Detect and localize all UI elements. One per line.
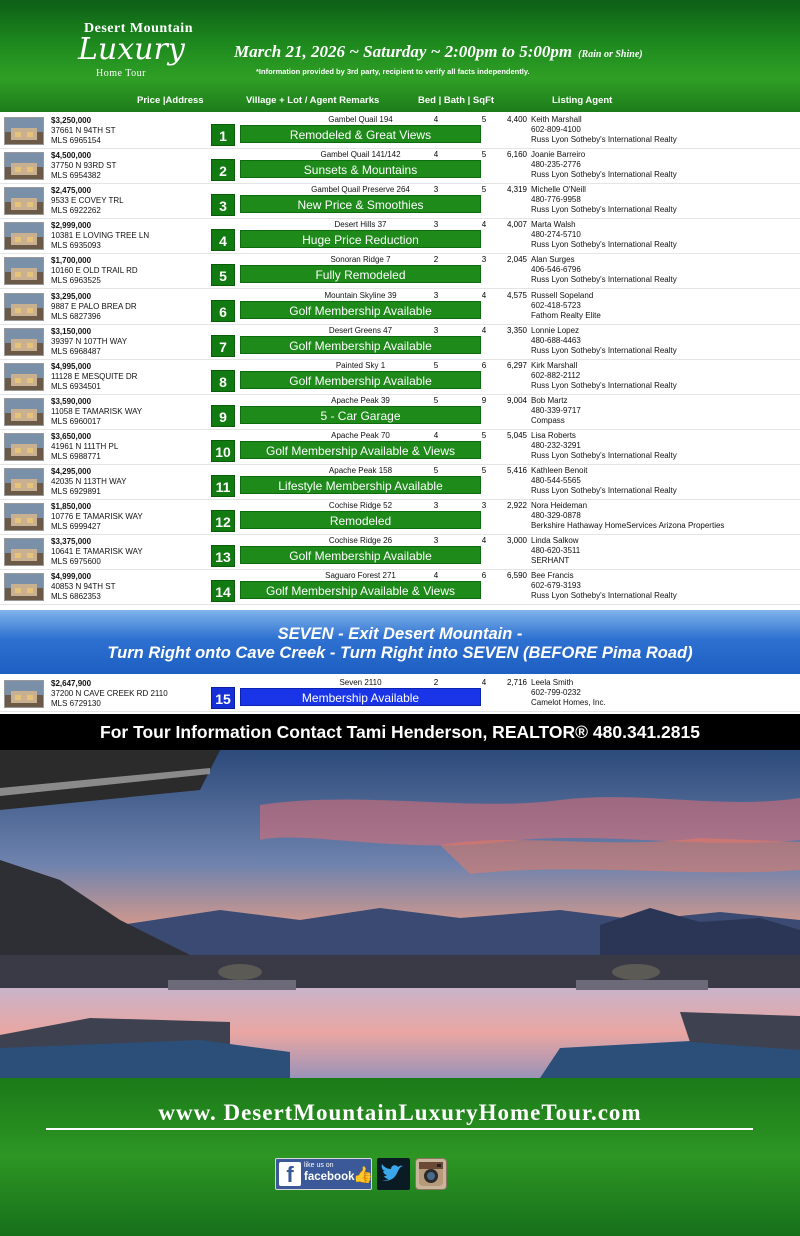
stop-number: 4 — [211, 229, 235, 251]
agent-remark: Golf Membership Available — [240, 546, 481, 564]
village-lot: Apache Peak 70 — [331, 430, 390, 440]
village-lot: Desert Greens 47 — [328, 325, 393, 335]
bed-count: 5 — [433, 360, 439, 370]
agent-name: Alan Surges — [531, 255, 575, 265]
listing-row[interactable] — [0, 500, 800, 535]
village-lot: Apache Peak 158 — [328, 466, 393, 475]
agent-remark: Golf Membership Available — [240, 371, 481, 389]
listing-agent — [531, 255, 677, 285]
agent-brokerage: Compass — [531, 415, 565, 425]
listing-row[interactable] — [0, 290, 800, 325]
header — [0, 0, 800, 112]
price-address — [51, 502, 143, 532]
stop-number: 9 — [211, 405, 235, 427]
listing-agent — [531, 396, 581, 426]
listing-mls: MLS 6963525 — [51, 276, 101, 286]
bed-count: 2 — [433, 678, 439, 687]
listing-price: $2,475,000 — [51, 186, 92, 196]
village-lot: Saguaro Forest 271 — [325, 571, 396, 581]
house-photo — [4, 433, 44, 461]
agent-name: Keith Marshall — [531, 115, 582, 124]
bed-count: 2 — [433, 255, 439, 265]
listing-agent — [531, 220, 677, 250]
agent-name: Michelle O'Neill — [531, 185, 586, 195]
square-feet: 6,590 — [506, 571, 527, 581]
listing-address: 10776 E TAMARISK WAY — [51, 512, 143, 522]
square-feet: 2,716 — [506, 678, 527, 687]
bed-count: 4 — [433, 571, 439, 581]
listing-agent — [531, 501, 724, 531]
stop-number: 10 — [211, 440, 235, 462]
listing-mls: MLS 6965154 — [51, 136, 101, 145]
listing-row[interactable] — [0, 570, 800, 605]
square-feet: 2,045 — [506, 255, 527, 265]
agent-remark: Sunsets & Mountains — [240, 160, 481, 178]
agent-brokerage: Russ Lyon Sotheby's International Realty — [531, 591, 677, 601]
bath-count: 3 — [481, 501, 487, 511]
agent-remark: 5 - Car Garage — [240, 406, 481, 424]
listing-price: $3,250,000 — [51, 116, 92, 125]
bath-count: 4 — [481, 678, 487, 687]
agent-brokerage: Russ Lyon Sotheby's International Realty — [531, 170, 677, 180]
agent-brokerage: Russ Lyon Sotheby's International Realty — [531, 205, 677, 215]
bed-count: 3 — [433, 220, 439, 230]
facebook-like-label: like us on — [304, 1162, 334, 1169]
agent-name: Lonnie Lopez — [531, 325, 580, 335]
house-photo — [4, 398, 44, 426]
square-feet: 6,297 — [506, 360, 527, 370]
agent-brokerage: Fathom Realty Elite — [531, 310, 601, 320]
price-address — [51, 221, 149, 251]
listing-agent — [531, 185, 677, 215]
listing-row[interactable] — [0, 184, 800, 219]
stop-number: 3 — [211, 194, 235, 216]
bath-count: 9 — [481, 395, 487, 405]
listing-agent — [531, 291, 601, 321]
village-lot: Cochise Ridge 26 — [328, 536, 393, 546]
listing-mls: MLS 6935093 — [51, 241, 101, 251]
bed-count: 3 — [433, 325, 439, 335]
house-photo — [4, 222, 44, 250]
listing-mls: MLS 6968487 — [51, 346, 101, 356]
agent-remark: Golf Membership Available & Views — [240, 441, 481, 459]
event-note: (Rain or Shine) — [578, 49, 643, 60]
square-feet: 3,350 — [506, 325, 527, 335]
agent-brokerage: Russ Lyon Sotheby's International Realty — [531, 345, 677, 355]
house-photo — [4, 538, 44, 566]
listing-row[interactable] — [0, 254, 800, 289]
price-address — [51, 186, 124, 216]
listing-price: $4,999,000 — [51, 572, 92, 582]
village-lot: Mountain Skyline 39 — [324, 290, 397, 300]
listing-mls: MLS 6999427 — [51, 522, 101, 532]
seven-directions-line-2: Turn Right onto Cave Creek - Turn Right into SEVEN (BEFORE Pima Road) — [107, 644, 693, 662]
house-photo — [4, 503, 44, 531]
agent-brokerage: Russ Lyon Sotheby's International Realty — [531, 275, 677, 285]
bath-count: 6 — [481, 360, 487, 370]
price-address — [51, 679, 168, 709]
disclaimer: *Information provided by 3rd party, recipient to verify all facts independently. — [256, 67, 530, 76]
agent-name: Bob Martz — [531, 395, 568, 405]
twitter-bird-icon — [377, 1158, 410, 1190]
listing-price: $3,590,000 — [51, 396, 92, 406]
stop-number: 2 — [211, 159, 235, 181]
square-feet: 5,045 — [506, 430, 527, 440]
agent-phone: 602-799-0232 — [531, 688, 581, 697]
price-address — [51, 572, 115, 602]
village-lot: Apache Peak 39 — [331, 395, 390, 405]
house-photo — [4, 468, 44, 496]
agent-remark: Golf Membership Available — [240, 301, 481, 319]
listing-agent — [531, 150, 677, 180]
column-header-stats: Bed | Bath | SqFt — [418, 95, 495, 106]
listing-address: 10641 E TAMARISK WAY — [51, 547, 143, 557]
house-photo — [4, 573, 44, 601]
price-address — [51, 256, 138, 286]
sunset-pool-photo — [0, 750, 800, 1078]
bed-count: 4 — [433, 115, 439, 124]
bath-count: 4 — [481, 220, 487, 230]
listing-mls: MLS 6954382 — [51, 171, 101, 181]
contact-bar: For Tour Information Contact Tami Henderson, REALTOR® 480.341.2815 — [0, 714, 800, 750]
agent-remark: Fully Remodeled — [240, 265, 481, 283]
column-header-price: Price |Address — [137, 95, 204, 106]
agent-remark: Golf Membership Available — [240, 336, 481, 354]
agent-phone: 602-809-4100 — [531, 125, 581, 134]
bath-count: 5 — [481, 185, 487, 195]
square-feet: 6,160 — [506, 150, 527, 160]
listing-row[interactable] — [0, 149, 800, 184]
listing-address: 40853 N 94TH ST — [51, 582, 116, 592]
agent-phone: 480-329-0878 — [531, 511, 581, 521]
bath-count: 4 — [481, 290, 487, 300]
footer — [0, 1078, 800, 1236]
bed-count: 3 — [433, 536, 439, 546]
listing-row[interactable] — [0, 535, 800, 570]
village-lot: Cochise Ridge 52 — [328, 501, 393, 511]
listing-price: $4,995,000 — [51, 361, 92, 371]
village-lot: Painted Sky 1 — [335, 360, 386, 370]
brand-line-3: Home Tour — [96, 68, 146, 79]
agent-phone: 480-776-9958 — [531, 195, 581, 205]
listing-row[interactable] — [0, 219, 800, 254]
bath-count: 5 — [481, 115, 487, 124]
agent-phone: 602-418-5723 — [531, 300, 581, 310]
thumbs-up-icon: 👍 — [353, 1167, 373, 1184]
bath-count: 5 — [481, 430, 487, 440]
bed-count: 5 — [433, 466, 439, 475]
listing-agent — [531, 326, 677, 356]
listing-price: $3,150,000 — [51, 326, 92, 336]
agent-remark: Huge Price Reduction — [240, 230, 481, 248]
agent-brokerage: Russ Lyon Sotheby's International Realty — [531, 135, 677, 144]
agent-name: Kathleen Benoit — [531, 466, 588, 475]
listing-mls: MLS 6988771 — [51, 451, 101, 461]
square-feet: 3,000 — [506, 536, 527, 546]
stop-number: 12 — [211, 510, 235, 532]
price-address — [51, 151, 116, 181]
listing-row[interactable] — [0, 395, 800, 430]
bed-count: 3 — [433, 185, 439, 195]
listing-price: $2,999,000 — [51, 221, 92, 231]
agent-name: Nora Heideman — [531, 501, 588, 511]
square-feet: 4,007 — [506, 220, 527, 230]
agent-remark: New Price & Smoothies — [240, 195, 481, 213]
agent-remark: Lifestyle Membership Available — [240, 476, 481, 494]
listing-agent — [531, 536, 580, 566]
stop-number: 13 — [211, 545, 235, 567]
listing-agent — [531, 678, 606, 708]
village-lot: Gambel Quail 194 — [328, 115, 393, 124]
bed-count: 3 — [433, 290, 439, 300]
listing-mls: MLS 6729130 — [51, 699, 101, 708]
agent-phone: 480-274-5710 — [531, 230, 581, 240]
house-photo — [4, 257, 44, 285]
agent-brokerage: Berkshire Hathaway HomeServices Arizona Properties — [531, 521, 725, 531]
seven-directions-line-1: SEVEN - Exit Desert Mountain - — [277, 625, 523, 643]
price-address — [51, 432, 118, 462]
bed-count: 4 — [433, 150, 439, 160]
twitter-button[interactable] — [377, 1158, 410, 1190]
event-date-line — [234, 42, 643, 62]
listing-row[interactable] — [0, 465, 800, 500]
agent-name: Joanie Barreiro — [531, 150, 586, 160]
listing-address: 10381 E LOVING TREE LN — [51, 231, 150, 241]
agent-phone: 480-688-4463 — [531, 335, 581, 345]
listing-address: 37200 N CAVE CREEK RD 2110 — [51, 689, 168, 698]
village-lot: Seven 2110 — [339, 678, 382, 687]
instagram-camera-icon — [416, 1159, 446, 1189]
agent-name: Russell Sopeland — [531, 290, 594, 300]
stop-number: 6 — [211, 300, 235, 322]
listing-price: $1,850,000 — [51, 502, 92, 512]
listing-mls: MLS 6934501 — [51, 381, 101, 391]
listing-agent — [531, 571, 677, 601]
stop-number: 7 — [211, 335, 235, 357]
listing-price: $4,295,000 — [51, 467, 92, 476]
agent-name: Linda Salkow — [531, 536, 579, 546]
house-photo — [4, 187, 44, 215]
listing-price: $3,295,000 — [51, 291, 92, 301]
listing-address: 37661 N 94TH ST — [51, 126, 116, 135]
stop-number: 1 — [211, 124, 235, 146]
village-lot: Desert Hills 37 — [334, 220, 387, 230]
listing-agent — [531, 431, 677, 461]
agent-name: Leela Smith — [531, 678, 574, 687]
bed-count: 4 — [433, 430, 439, 440]
square-feet: 5,416 — [506, 466, 527, 475]
facebook-button[interactable] — [275, 1158, 372, 1190]
stop-number: 14 — [211, 580, 235, 602]
agent-brokerage: SERHANT — [531, 556, 570, 566]
listing-price: $3,375,000 — [51, 537, 92, 547]
listing-agent — [531, 466, 677, 496]
listing-agent — [531, 115, 677, 145]
agent-phone: 480-235-2776 — [531, 160, 581, 170]
village-lot: Gambel Quail 141/142 — [320, 150, 401, 160]
column-header-village: Village + Lot / Agent Remarks — [246, 95, 380, 106]
square-feet: 2,922 — [506, 501, 527, 511]
price-address — [51, 537, 143, 567]
bath-count: 4 — [481, 536, 487, 546]
house-photo — [4, 680, 44, 708]
listing-address: 39397 N 107TH WAY — [51, 336, 128, 346]
listing-agent — [531, 361, 677, 391]
agent-name: Kirk Marshall — [531, 360, 578, 370]
agent-brokerage: Russ Lyon Sotheby's International Realty — [531, 450, 677, 460]
brand-line-1: Desert Mountain — [84, 21, 193, 36]
agent-phone: 480-232-3291 — [531, 440, 581, 450]
price-address — [51, 467, 126, 497]
listing-price: $1,700,000 — [51, 256, 92, 266]
price-address — [51, 362, 137, 392]
listing-address: 11128 E MESQUITE DR — [51, 371, 138, 381]
house-photo — [4, 328, 44, 356]
price-address — [51, 116, 115, 146]
stop-number: 11 — [211, 475, 235, 497]
bath-count: 5 — [481, 150, 487, 160]
facebook-icon: f — [279, 1162, 301, 1186]
agent-phone: 480-620-3511 — [531, 546, 581, 556]
agent-phone: 480-544-5565 — [531, 476, 581, 485]
house-photo — [4, 293, 44, 321]
village-lot: Gambel Quail Preserve 264 — [311, 185, 410, 195]
website-underline — [46, 1128, 753, 1130]
listing-mls: MLS 6862353 — [51, 592, 101, 602]
agent-remark: Remodeled & Great Views — [240, 125, 481, 143]
seven-directions-banner — [0, 610, 800, 674]
listing-price: $2,647,900 — [51, 679, 92, 688]
stop-number: 15 — [211, 687, 235, 709]
listing-mls: MLS 6922262 — [51, 206, 101, 216]
square-feet: 4,400 — [506, 115, 527, 124]
brand-logo-script: Luxury — [78, 32, 185, 67]
listing-mls: MLS 6975600 — [51, 557, 101, 567]
listing-price: $4,500,000 — [51, 151, 92, 161]
agent-brokerage: Camelot Homes, Inc. — [531, 698, 606, 707]
agent-phone: 406-546-6796 — [531, 265, 581, 275]
listing-row[interactable] — [0, 325, 800, 360]
listing-row[interactable] — [0, 114, 800, 149]
house-photo — [4, 363, 44, 391]
website-link[interactable]: www. DesertMountainLuxuryHomeTour.com — [158, 1100, 642, 1125]
agent-brokerage: Russ Lyon Sotheby's International Realty — [531, 486, 677, 495]
listing-address: 41961 N 111TH PL — [51, 441, 119, 451]
bed-count: 5 — [433, 395, 439, 405]
listing-address: 37750 N 93RD ST — [51, 161, 117, 171]
listing-row[interactable] — [0, 677, 800, 712]
price-address — [51, 397, 142, 427]
price-address — [51, 292, 137, 322]
agent-phone: 602-679-3193 — [531, 581, 581, 591]
listing-address: 9533 E COVEY TRL — [51, 196, 124, 206]
bed-count: 3 — [433, 501, 439, 511]
price-address — [51, 327, 127, 357]
house-photo — [4, 117, 44, 145]
agent-phone: 602-882-2112 — [531, 370, 581, 380]
agent-remark: Membership Available — [240, 688, 481, 706]
listing-address: 42035 N 113TH WAY — [51, 477, 127, 486]
bath-count: 4 — [481, 325, 487, 335]
listing-address: 9887 E PALO BREA DR — [51, 301, 137, 311]
square-feet: 4,575 — [506, 290, 527, 300]
listing-row[interactable] — [0, 360, 800, 395]
agent-name: Lisa Roberts — [531, 430, 576, 440]
village-lot: Sonoran Ridge 7 — [330, 255, 391, 265]
agent-name: Bee Francis — [531, 571, 574, 581]
bath-count: 6 — [481, 571, 487, 581]
listing-row[interactable] — [0, 430, 800, 465]
house-photo — [4, 152, 44, 180]
event-date: March 21, 2026 ~ Saturday ~ 2:00pm to 5:00pm — [234, 42, 573, 61]
listing-price: $3,650,000 — [51, 431, 92, 441]
column-header-agent: Listing Agent — [552, 95, 613, 106]
listing-mls: MLS 6827396 — [51, 311, 101, 321]
agent-brokerage: Russ Lyon Sotheby's International Realty — [531, 240, 677, 250]
listing-mls: MLS 6960017 — [51, 416, 101, 426]
agent-remark: Golf Membership Available & Views — [240, 581, 481, 599]
listing-address: 11058 E TAMARISK WAY — [51, 406, 143, 416]
square-feet: 9,004 — [506, 395, 527, 405]
stop-number: 5 — [211, 264, 235, 286]
bath-count: 3 — [481, 255, 487, 265]
stop-number: 8 — [211, 370, 235, 392]
agent-name: Marta Walsh — [531, 220, 576, 230]
listing-mls: MLS 6929891 — [51, 487, 101, 496]
bath-count: 5 — [481, 466, 487, 475]
agent-brokerage: Russ Lyon Sotheby's International Realty — [531, 380, 677, 390]
facebook-label: facebook — [304, 1171, 355, 1183]
instagram-button[interactable] — [415, 1158, 447, 1190]
agent-remark: Remodeled — [240, 511, 481, 529]
listing-address: 10160 E OLD TRAIL RD — [51, 266, 138, 276]
square-feet: 4,319 — [506, 185, 527, 195]
agent-phone: 480-339-9717 — [531, 405, 581, 415]
